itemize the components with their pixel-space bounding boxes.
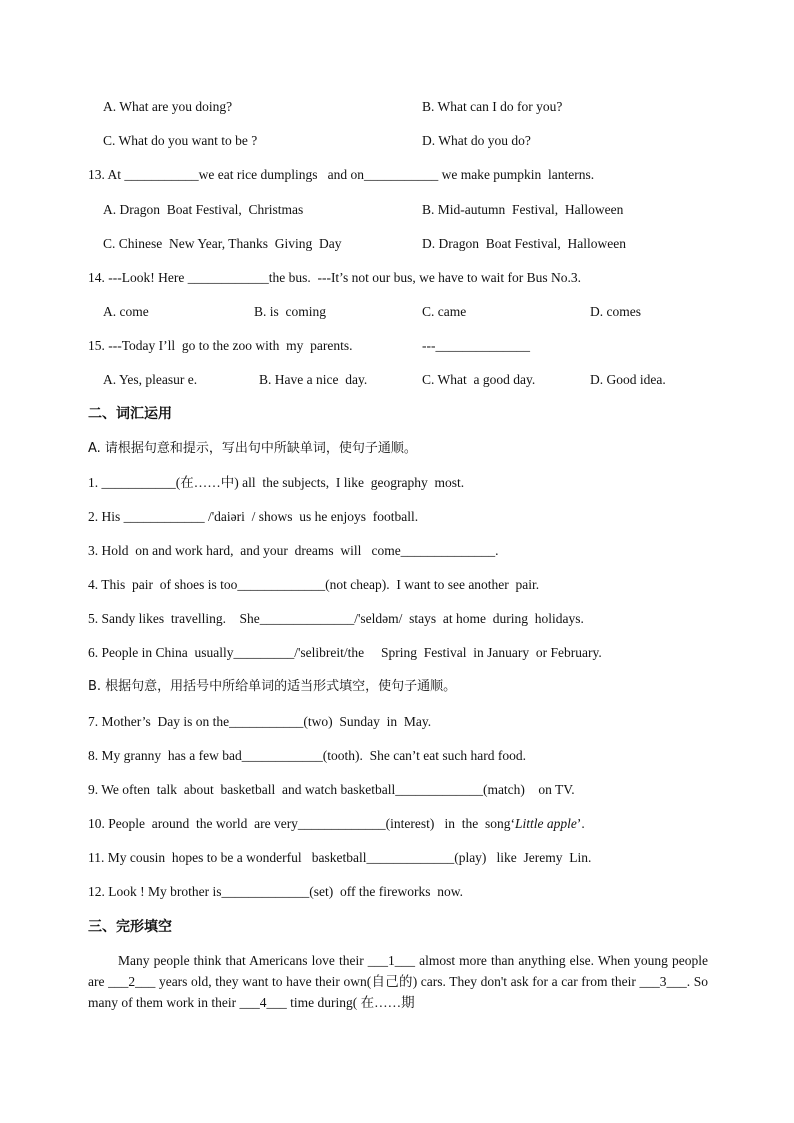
vocab-item-7: 7. Mother’s Day is on the___________(two) Sunday in May. [88,714,432,729]
q13-option-d: D. Dragon Boat Festival, Halloween [422,236,626,251]
q13-option-c: C. Chinese New Year, Thanks Giving Day [103,236,342,251]
vocab-item-11: 11. My cousin hopes to be a wonderful basketball_____________(play) like Jeremy Lin. [88,850,592,865]
vocab-item-5: 5. Sandy likes travelling. She______________/'seldəm/ stays at home during holidays. [88,611,584,626]
q12-option-a: A. What are you doing? [103,99,233,114]
q15-option-d: D. Good idea. [590,372,666,387]
vocab-item-1: 1. ___________(在……中) all the subjects, I like geography most. [88,475,465,490]
q15-option-a: A. Yes, pleasur e. [103,372,198,387]
cloze-passage: Many people think that Americans love their ___1___ almost more than anything else. When young people are ___2___ years old, they want to have their own(自己的) cars. They don't ask for a car from their ___3___. So many of them work in their ___4___ time during( 在……期 [88,953,708,1010]
vocab-item-2: 2. His ____________ /'daiəri / shows us he enjoys football. [88,509,419,524]
q12-option-b: B. What can I do for you? [422,99,563,114]
q13-option-a: A. Dragon Boat Festival, Christmas [103,202,304,217]
q13-stem: 13. At ___________we eat rice dumplings and on___________ we make pumpkin lanterns. [88,167,595,182]
section-3-title: 三、完形填空 [88,919,172,935]
vocab-item-9: 9. We often talk about basketball and watch basketball_____________(match) on TV. [88,782,575,797]
vocab-item-12: 12. Look ! My brother is_____________(set) off the fireworks now. [88,884,463,899]
q15-option-b: B. Have a nice day. [259,372,368,387]
q12-option-d: D. What do you do? [422,133,531,148]
q14-option-b: B. is coming [254,304,327,319]
vocab-item-6: 6. People in China usually_________/'selibreit/the Spring Festival in January or February. [88,645,602,660]
q12-option-c: C. What do you want to be ? [103,133,258,148]
q15-option-c: C. What a good day. [422,372,536,387]
q14-stem: 14. ---Look! Here ____________the bus. ---It’s not our bus, we have to wait for Bus No.3. [88,270,582,285]
vocab-item-8: 8. My granny has a few bad____________(tooth). She can’t eat such hard food. [88,748,527,763]
vocab-item-4: 4. This pair of shoes is too_____________(not cheap). I want to see another pair. [88,577,540,592]
q14-option-a: A. come [103,304,149,319]
q14-option-d: D. comes [590,304,641,319]
q13-option-b: B. Mid-autumn Festival, Halloween [422,202,624,217]
section-2-part-a-instruction: A. 请根据句意和提示，写出句中所缺单词，使句子通顺。 [88,441,417,456]
section-2-part-b-instruction: B. 根据句意，用括号中所给单词的适当形式填空，使句子通顺。 [88,679,457,694]
q14-option-c: C. came [422,304,467,319]
vocab-item-10-end: ’. [576,816,585,831]
song-title: Little apple [515,816,577,831]
q15-answer-blank: ---______________ [422,338,530,353]
q15-stem: 15. ---Today I’ll go to the zoo with my parents. [88,338,353,353]
vocab-item-10-text: 10. People around the world are very_____________(interest) in the song‘ [88,816,516,831]
vocab-item-3: 3. Hold on and work hard, and your dreams will come______________. [88,543,499,558]
vocab-item-10 [88,815,585,833]
section-2-title: 二、词汇运用 [88,406,172,422]
